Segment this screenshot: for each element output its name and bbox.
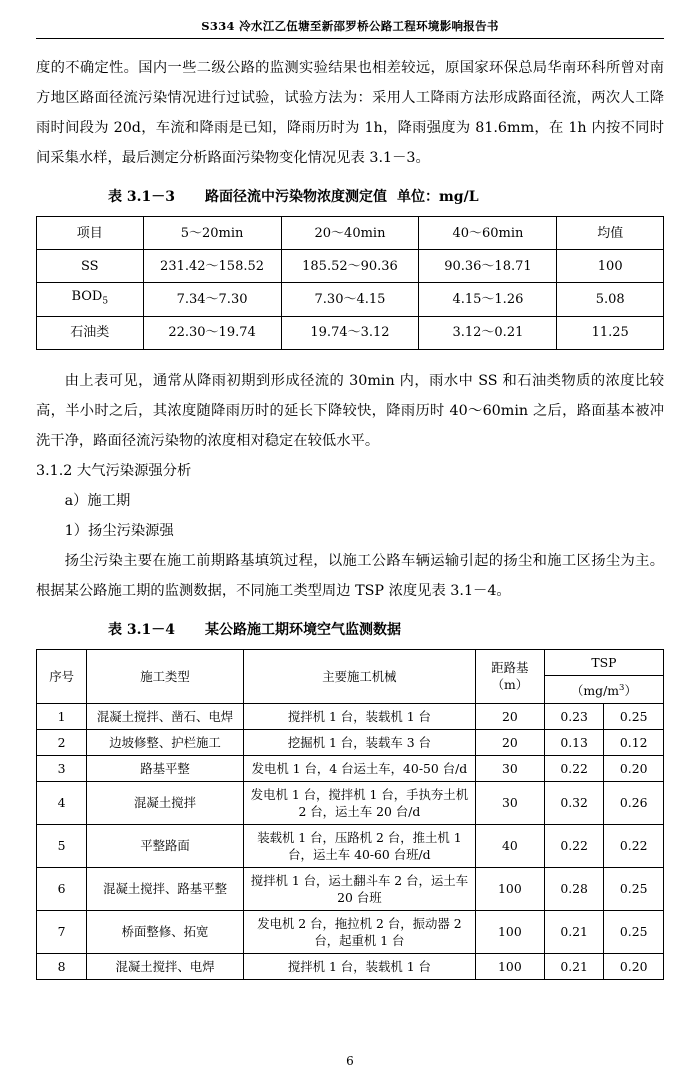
cell-machinery: 挖掘机 1 台，装载车 3 台 — [243, 729, 475, 755]
table1-header-20-40min: 20～40min — [281, 217, 419, 250]
cell-avg: 100 — [557, 250, 664, 283]
cell-c1: 22.30～19.74 — [143, 316, 281, 349]
table1-header-item: 项目 — [37, 217, 144, 250]
table1-header-40-60min: 40～60min — [419, 217, 557, 250]
cell-no: 5 — [37, 824, 87, 867]
table2-caption-number: 表 3.1－4 — [108, 621, 175, 638]
table1-header-5-20min: 5～20min — [143, 217, 281, 250]
cell-machinery: 发电机 1 台，搅拌机 1 台，手执夯土机 2 台，运土车 20 台/d — [243, 781, 475, 824]
cell-item — [37, 283, 144, 317]
cell-no: 8 — [37, 953, 87, 979]
table2-header-tsp-unit: $(mg/m^3)$ — [544, 675, 663, 703]
spacer — [36, 350, 664, 366]
section-heading-3-1-2: 3.1.2 大气污染源强分析 — [36, 462, 192, 479]
cell-avg: 11.25 — [557, 316, 664, 349]
table2-header-no: 序号 — [37, 649, 87, 703]
cell-tsp2: 0.20 — [604, 953, 664, 979]
cell-tsp2: 0.20 — [604, 755, 664, 781]
cell-no: 1 — [37, 703, 87, 729]
cell-no: 2 — [37, 729, 87, 755]
paragraph-dust-detail: 扬尘污染主要在施工前期路基填筑过程，以施工公路车辆运输引起的扬尘和施工区扬尘为主。根据某公路施工期的监测数据，不同施工类型周边 TSP 浓度见表 3.1－4。 — [36, 552, 664, 599]
cell-type: 桥面整修、拓宽 — [87, 910, 244, 953]
table-row — [37, 729, 664, 755]
table2-header-distance-line1: 距路基 — [491, 660, 529, 676]
cell-tsp1: 0.28 — [544, 867, 604, 910]
cell-distance: 100 — [475, 910, 544, 953]
cell-machinery: 搅拌机 1 台，运土翻斗车 2 台，运土车 20 台班 — [243, 867, 475, 910]
table-row — [37, 781, 664, 824]
table-row — [37, 953, 664, 979]
table1-header-average: 均值 — [557, 217, 664, 250]
cell-distance: 30 — [475, 781, 544, 824]
table2-header-tsp: TSP — [544, 649, 663, 675]
table1-caption-unit: 单位：mg/L — [396, 189, 479, 205]
table-header-row — [37, 649, 664, 675]
paragraph-dust-source: 1）扬尘污染源强 — [64, 522, 174, 539]
cell-machinery: 发电机 1 台，4 台运土车，40-50 台/d — [243, 755, 475, 781]
cell-tsp1: 0.21 — [544, 910, 604, 953]
paragraph-analysis: 由上表可见，通常从降雨初期到形成径流的 30min 内，雨水中 SS 和石油类物质的浓度比较高，半小时之后，其浓度随降雨历时的延长下降较快，降雨历时 40～60min 之后，路面基本被冲洗干净，路面径流污染物的浓度相对稳定在较低水平。 — [36, 372, 664, 449]
cell-avg: 5.08 — [557, 283, 664, 317]
cell-item-text: BOD — [71, 289, 103, 304]
pollutant-concentration-table — [36, 216, 664, 350]
cell-tsp1: 0.22 — [544, 755, 604, 781]
cell-tsp2: 0.12 — [604, 729, 664, 755]
cell-distance: 40 — [475, 824, 544, 867]
cell-tsp1: 0.21 — [544, 953, 604, 979]
cell-c3: 4.15～1.26 — [419, 283, 557, 317]
cell-machinery: 搅拌机 1 台，装载机 1 台 — [243, 703, 475, 729]
cell-machinery: 装载机 1 台，压路机 2 台，推土机 1 台，运土车 40-60 台班/d — [243, 824, 475, 867]
cell-tsp1: 0.22 — [544, 824, 604, 867]
page-number: 6 — [346, 1054, 354, 1068]
table1-caption — [36, 185, 664, 209]
cell-distance: 100 — [475, 953, 544, 979]
cell-c1: 7.34～7.30 — [143, 283, 281, 317]
table-row — [37, 703, 664, 729]
cell-distance: 30 — [475, 755, 544, 781]
cell-c2: 7.30～4.15 — [281, 283, 419, 317]
cell-distance: 100 — [475, 867, 544, 910]
cell-no: 6 — [37, 867, 87, 910]
cell-tsp2: 0.25 — [604, 910, 664, 953]
table2-header-distance-line2: （m） — [491, 677, 529, 693]
cell-tsp1: 0.32 — [544, 781, 604, 824]
table-row — [37, 824, 664, 867]
table-header-row — [37, 217, 664, 250]
header-divider — [36, 38, 664, 39]
table-row — [37, 910, 664, 953]
cell-machinery: 搅拌机 1 台，装载机 1 台 — [243, 953, 475, 979]
cell-distance: 20 — [475, 703, 544, 729]
table-row — [37, 867, 664, 910]
cell-type: 路基平整 — [87, 755, 244, 781]
cell-c3: 3.12～0.21 — [419, 316, 557, 349]
cell-no: 7 — [37, 910, 87, 953]
cell-c1: 231.42～158.52 — [143, 250, 281, 283]
cell-type: 混凝土搅拌 — [87, 781, 244, 824]
table-row — [37, 316, 664, 349]
cell-tsp2: 0.25 — [604, 867, 664, 910]
cell-no: 3 — [37, 755, 87, 781]
cell-distance: 20 — [475, 729, 544, 755]
cell-type: 混凝土搅拌、电焊 — [87, 953, 244, 979]
table2-caption — [36, 618, 664, 642]
cell-item: 石油类 — [37, 316, 144, 349]
table2-header-type: 施工类型 — [87, 649, 244, 703]
cell-tsp2: 0.25 — [604, 703, 664, 729]
cell-tsp1: 0.13 — [544, 729, 604, 755]
cell-item-subscript: 5 — [102, 296, 109, 307]
cell-c2: 19.74～3.12 — [281, 316, 419, 349]
cell-tsp2: 0.22 — [604, 824, 664, 867]
table1-caption-number: 表 3.1－3 — [108, 189, 175, 205]
cell-type: 边坡修整、护栏施工 — [87, 729, 244, 755]
table2-header-machinery: 主要施工机械 — [243, 649, 475, 703]
page-header: S334 冷水江乙伍塘至新邵罗桥公路工程环境影响报告书 — [201, 19, 499, 33]
cell-tsp1: 0.23 — [544, 703, 604, 729]
cell-c3: 90.36～18.71 — [419, 250, 557, 283]
paragraph-construction-period: a）施工期 — [64, 492, 131, 509]
air-quality-monitoring-table — [36, 649, 664, 980]
table-row — [37, 250, 664, 283]
table-row — [37, 283, 664, 317]
cell-type: 混凝土搅拌、凿石、电焊 — [87, 703, 244, 729]
paragraph-intro: 度的不确定性。国内一些二级公路的监测实验结果也相差较远，原国家环保总局华南环科所曾对南方地区路面径流污染情况进行过试验，试验方法为：采用人工降雨方法形成路面径流，两次人工降雨时间段为 20d，车流和降雨是已知，降雨历时为 1h，降雨强度为 81.6mm，在 1h 内按不同时间采集水样，最后测定分析路面污染物变化情况见表 3.1－3。 — [36, 60, 664, 166]
table2-header-distance — [475, 649, 544, 703]
cell-tsp2: 0.26 — [604, 781, 664, 824]
table-row — [37, 755, 664, 781]
table1-caption-title: 路面径流中污染物浓度测定值 — [204, 189, 387, 205]
cell-type: 平整路面 — [87, 824, 244, 867]
cell-no: 4 — [37, 781, 87, 824]
cell-c2: 185.52～90.36 — [281, 250, 419, 283]
table2-caption-title: 某公路施工期环境空气监测数据 — [204, 621, 401, 638]
cell-item: SS — [37, 250, 144, 283]
cell-type: 混凝土搅拌、路基平整 — [87, 867, 244, 910]
cell-machinery: 发电机 2 台，拖拉机 2 台，振动器 2 台，起重机 1 台 — [243, 910, 475, 953]
